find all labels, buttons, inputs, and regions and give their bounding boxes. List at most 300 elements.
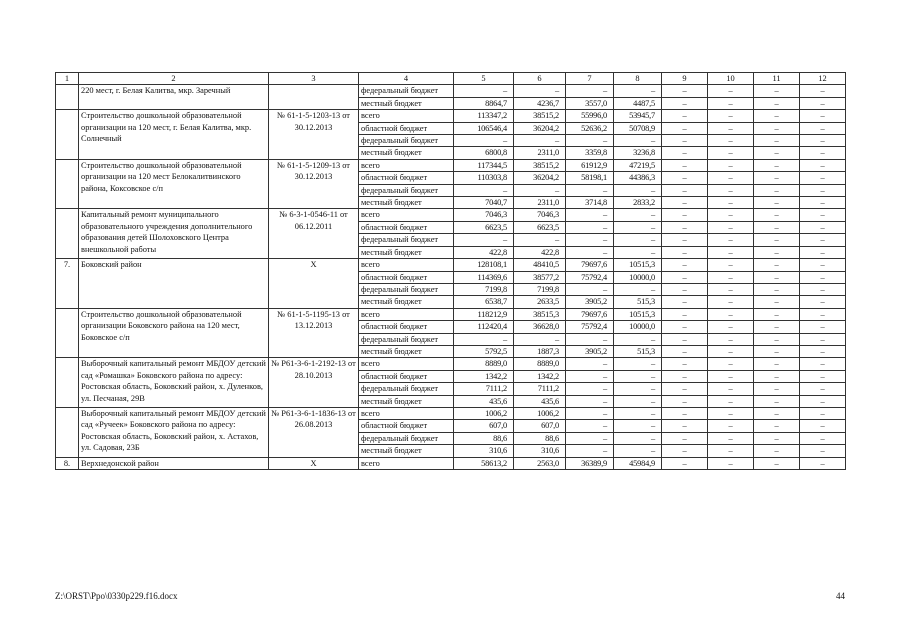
amount-cell: 106546,4 bbox=[454, 122, 514, 134]
amount-cell: 1887,3 bbox=[514, 345, 566, 357]
amount-cell: – bbox=[514, 184, 566, 196]
funding-source: областной бюджет bbox=[359, 122, 454, 134]
amount-cell: – bbox=[514, 234, 566, 246]
amount-cell: – bbox=[662, 321, 708, 333]
amount-cell: – bbox=[754, 271, 800, 283]
amount-cell: – bbox=[662, 420, 708, 432]
amount-cell: – bbox=[614, 445, 662, 457]
amount-cell: – bbox=[662, 457, 708, 469]
amount-cell: – bbox=[662, 209, 708, 221]
funding-source: местный бюджет bbox=[359, 296, 454, 308]
amount-cell: 55996,0 bbox=[566, 110, 614, 122]
amount-cell: – bbox=[800, 97, 846, 109]
amount-cell: – bbox=[662, 197, 708, 209]
amount-cell: – bbox=[514, 85, 566, 97]
amount-cell: 10515,3 bbox=[614, 308, 662, 320]
amount-cell: 58198,1 bbox=[566, 172, 614, 184]
amount-cell: – bbox=[800, 271, 846, 283]
amount-cell: – bbox=[662, 85, 708, 97]
amount-cell: – bbox=[614, 432, 662, 444]
object-name: Боковский район bbox=[79, 259, 269, 309]
amount-cell: – bbox=[800, 296, 846, 308]
amount-cell: – bbox=[754, 333, 800, 345]
amount-cell: – bbox=[708, 407, 754, 419]
amount-cell: – bbox=[454, 85, 514, 97]
amount-cell: 2563,0 bbox=[514, 457, 566, 469]
amount-cell: 36204,2 bbox=[514, 172, 566, 184]
funding-source: федеральный бюджет bbox=[359, 135, 454, 147]
amount-cell: 8864,7 bbox=[454, 97, 514, 109]
amount-cell: – bbox=[754, 296, 800, 308]
amount-cell: – bbox=[662, 333, 708, 345]
amount-cell: – bbox=[800, 234, 846, 246]
amount-cell: – bbox=[754, 407, 800, 419]
amount-cell: 6800,8 bbox=[454, 147, 514, 159]
amount-cell: – bbox=[708, 209, 754, 221]
amount-cell: – bbox=[754, 221, 800, 233]
document-reference bbox=[269, 85, 359, 110]
header-cell: 11 bbox=[754, 73, 800, 85]
row-number bbox=[56, 110, 79, 160]
amount-cell: 50708,9 bbox=[614, 122, 662, 134]
amount-cell: 6538,7 bbox=[454, 296, 514, 308]
amount-cell: – bbox=[708, 308, 754, 320]
header-cell: 1 bbox=[56, 73, 79, 85]
funding-source: всего bbox=[359, 159, 454, 171]
amount-cell: – bbox=[754, 234, 800, 246]
amount-cell: – bbox=[614, 358, 662, 370]
amount-cell: – bbox=[566, 383, 614, 395]
amount-cell: – bbox=[708, 197, 754, 209]
amount-cell: 45984,9 bbox=[614, 457, 662, 469]
amount-cell: 75792,4 bbox=[566, 321, 614, 333]
object-name: Строительство дошкольной образовательной организации на 120 мест Белокалитвинского района, Коксовское с/п bbox=[79, 159, 269, 209]
header-cell: 12 bbox=[800, 73, 846, 85]
amount-cell: 58613,2 bbox=[454, 457, 514, 469]
amount-cell: 118212,9 bbox=[454, 308, 514, 320]
amount-cell: 607,0 bbox=[454, 420, 514, 432]
amount-cell: 8889,0 bbox=[514, 358, 566, 370]
amount-cell: 7046,3 bbox=[454, 209, 514, 221]
row-number bbox=[56, 358, 79, 408]
amount-cell: – bbox=[754, 184, 800, 196]
amount-cell: – bbox=[708, 345, 754, 357]
amount-cell: – bbox=[708, 271, 754, 283]
amount-cell: 128108,1 bbox=[454, 259, 514, 271]
funding-source: областной бюджет bbox=[359, 420, 454, 432]
amount-cell: – bbox=[800, 197, 846, 209]
amount-cell: – bbox=[708, 172, 754, 184]
amount-cell: 36389,9 bbox=[566, 457, 614, 469]
amount-cell: – bbox=[800, 283, 846, 295]
amount-cell: – bbox=[708, 383, 754, 395]
table-row bbox=[56, 407, 846, 419]
document-reference: № 61-1-5-1195-13 от 13.12.2013 bbox=[269, 308, 359, 358]
funding-source: местный бюджет bbox=[359, 445, 454, 457]
amount-cell: – bbox=[708, 321, 754, 333]
amount-cell: – bbox=[800, 407, 846, 419]
amount-cell: 310,6 bbox=[454, 445, 514, 457]
amount-cell: – bbox=[662, 122, 708, 134]
amount-cell: 422,8 bbox=[454, 246, 514, 258]
header-cell: 8 bbox=[614, 73, 662, 85]
amount-cell: 3236,8 bbox=[614, 147, 662, 159]
row-number bbox=[56, 209, 79, 259]
amount-cell: – bbox=[708, 457, 754, 469]
amount-cell: 79697,6 bbox=[566, 308, 614, 320]
funding-source: всего bbox=[359, 457, 454, 469]
amount-cell: – bbox=[662, 259, 708, 271]
amount-cell: – bbox=[566, 184, 614, 196]
amount-cell: 6623,5 bbox=[454, 221, 514, 233]
funding-source: всего bbox=[359, 209, 454, 221]
amount-cell: – bbox=[662, 296, 708, 308]
amount-cell: – bbox=[662, 159, 708, 171]
row-number bbox=[56, 159, 79, 209]
amount-cell: – bbox=[614, 420, 662, 432]
amount-cell: 515,3 bbox=[614, 296, 662, 308]
amount-cell: – bbox=[754, 135, 800, 147]
amount-cell: 2833,2 bbox=[614, 197, 662, 209]
amount-cell: 10515,3 bbox=[614, 259, 662, 271]
amount-cell: – bbox=[514, 135, 566, 147]
amount-cell: 7111,2 bbox=[454, 383, 514, 395]
amount-cell: 7111,2 bbox=[514, 383, 566, 395]
amount-cell: – bbox=[800, 345, 846, 357]
amount-cell: – bbox=[662, 432, 708, 444]
header-cell: 7 bbox=[566, 73, 614, 85]
amount-cell: – bbox=[662, 110, 708, 122]
row-number: 7. bbox=[56, 259, 79, 309]
funding-source: федеральный бюджет bbox=[359, 333, 454, 345]
funding-source: местный бюджет bbox=[359, 197, 454, 209]
amount-cell: – bbox=[708, 122, 754, 134]
table-row bbox=[56, 308, 846, 320]
amount-cell: – bbox=[662, 246, 708, 258]
header-cell: 4 bbox=[359, 73, 454, 85]
amount-cell: 8889,0 bbox=[454, 358, 514, 370]
funding-source: всего bbox=[359, 110, 454, 122]
funding-source: всего bbox=[359, 407, 454, 419]
amount-cell: – bbox=[708, 147, 754, 159]
row-number bbox=[56, 407, 79, 457]
amount-cell: – bbox=[754, 420, 800, 432]
amount-cell: – bbox=[754, 308, 800, 320]
amount-cell: – bbox=[566, 85, 614, 97]
amount-cell: – bbox=[454, 234, 514, 246]
funding-source: федеральный бюджет bbox=[359, 383, 454, 395]
amount-cell: – bbox=[662, 358, 708, 370]
table-body bbox=[56, 73, 846, 470]
amount-cell: – bbox=[662, 395, 708, 407]
amount-cell: – bbox=[754, 432, 800, 444]
amount-cell: – bbox=[754, 110, 800, 122]
amount-cell: 52636,2 bbox=[566, 122, 614, 134]
header-row bbox=[56, 73, 846, 85]
amount-cell: 3557,0 bbox=[566, 97, 614, 109]
amount-cell: – bbox=[566, 246, 614, 258]
amount-cell: 2633,5 bbox=[514, 296, 566, 308]
amount-cell: – bbox=[614, 209, 662, 221]
amount-cell: – bbox=[800, 209, 846, 221]
amount-cell: – bbox=[566, 234, 614, 246]
amount-cell: 47219,5 bbox=[614, 159, 662, 171]
funding-source: местный бюджет bbox=[359, 345, 454, 357]
amount-cell: – bbox=[708, 296, 754, 308]
amount-cell: – bbox=[754, 172, 800, 184]
amount-cell: – bbox=[800, 172, 846, 184]
amount-cell: – bbox=[708, 395, 754, 407]
amount-cell: 4487,5 bbox=[614, 97, 662, 109]
funding-source: федеральный бюджет bbox=[359, 283, 454, 295]
amount-cell: – bbox=[566, 209, 614, 221]
amount-cell: – bbox=[566, 445, 614, 457]
amount-cell: – bbox=[800, 432, 846, 444]
funding-source: федеральный бюджет bbox=[359, 85, 454, 97]
funding-source: федеральный бюджет bbox=[359, 184, 454, 196]
amount-cell: 4236,7 bbox=[514, 97, 566, 109]
amount-cell: – bbox=[754, 147, 800, 159]
funding-source: федеральный бюджет bbox=[359, 234, 454, 246]
amount-cell: – bbox=[754, 445, 800, 457]
amount-cell: – bbox=[662, 135, 708, 147]
amount-cell: 1342,2 bbox=[454, 370, 514, 382]
amount-cell: 7199,8 bbox=[454, 283, 514, 295]
funding-source: местный бюджет bbox=[359, 246, 454, 258]
amount-cell: – bbox=[566, 395, 614, 407]
funding-source: всего bbox=[359, 308, 454, 320]
amount-cell: – bbox=[614, 85, 662, 97]
amount-cell: – bbox=[754, 159, 800, 171]
funding-source: местный бюджет bbox=[359, 395, 454, 407]
funding-source: местный бюджет bbox=[359, 97, 454, 109]
amount-cell: – bbox=[662, 97, 708, 109]
amount-cell: – bbox=[662, 283, 708, 295]
funding-source: всего bbox=[359, 259, 454, 271]
amount-cell: 515,3 bbox=[614, 345, 662, 357]
amount-cell: – bbox=[614, 333, 662, 345]
header-cell: 9 bbox=[662, 73, 708, 85]
footer-page-number: 44 bbox=[836, 591, 845, 601]
amount-cell: – bbox=[754, 259, 800, 271]
amount-cell: – bbox=[454, 333, 514, 345]
amount-cell: – bbox=[708, 234, 754, 246]
document-reference: № 6-3-1-0546-11 от 06.12.2011 bbox=[269, 209, 359, 259]
amount-cell: – bbox=[614, 283, 662, 295]
amount-cell: 3905,2 bbox=[566, 296, 614, 308]
amount-cell: – bbox=[454, 184, 514, 196]
document-reference: № Р61-3-6-1-1836-13 от 26.08.2013 bbox=[269, 407, 359, 457]
amount-cell: 112420,4 bbox=[454, 321, 514, 333]
amount-cell: – bbox=[708, 370, 754, 382]
amount-cell: – bbox=[566, 370, 614, 382]
amount-cell: – bbox=[662, 445, 708, 457]
amount-cell: 79697,6 bbox=[566, 259, 614, 271]
funding-source: областной бюджет bbox=[359, 370, 454, 382]
amount-cell: 6623,5 bbox=[514, 221, 566, 233]
amount-cell: – bbox=[800, 370, 846, 382]
amount-cell: – bbox=[708, 333, 754, 345]
table-row bbox=[56, 259, 846, 271]
amount-cell: – bbox=[754, 383, 800, 395]
amount-cell: – bbox=[614, 370, 662, 382]
funding-source: областной бюджет bbox=[359, 271, 454, 283]
amount-cell: – bbox=[662, 221, 708, 233]
amount-cell: – bbox=[566, 135, 614, 147]
footer-file-path: Z:\ORST\Ppo\0330p229.f16.docx bbox=[55, 591, 178, 601]
amount-cell: – bbox=[800, 110, 846, 122]
amount-cell: 10000,0 bbox=[614, 321, 662, 333]
amount-cell: – bbox=[662, 383, 708, 395]
amount-cell: – bbox=[754, 209, 800, 221]
object-name: Капитальный ремонт муниципального образовательного учреждения дополнительного образования детей Шолоховского Центра внешкольной работы bbox=[79, 209, 269, 259]
amount-cell: – bbox=[708, 246, 754, 258]
budget-table bbox=[55, 72, 846, 470]
amount-cell: 38515,3 bbox=[514, 308, 566, 320]
amount-cell: – bbox=[800, 457, 846, 469]
funding-source: областной бюджет bbox=[359, 321, 454, 333]
amount-cell: – bbox=[662, 147, 708, 159]
amount-cell: 38515,2 bbox=[514, 159, 566, 171]
amount-cell: – bbox=[800, 358, 846, 370]
amount-cell: – bbox=[566, 407, 614, 419]
document-reference: № Р61-3-6-1-2192-13 от 28.10.2013 bbox=[269, 358, 359, 408]
amount-cell: – bbox=[662, 184, 708, 196]
amount-cell: – bbox=[754, 345, 800, 357]
funding-source: областной бюджет bbox=[359, 172, 454, 184]
amount-cell: – bbox=[662, 370, 708, 382]
header-cell: 6 bbox=[514, 73, 566, 85]
amount-cell: – bbox=[708, 97, 754, 109]
amount-cell: – bbox=[614, 407, 662, 419]
amount-cell: 3359,8 bbox=[566, 147, 614, 159]
amount-cell: – bbox=[708, 445, 754, 457]
amount-cell: – bbox=[614, 383, 662, 395]
amount-cell: – bbox=[614, 234, 662, 246]
header-cell: 3 bbox=[269, 73, 359, 85]
amount-cell: – bbox=[614, 221, 662, 233]
table-row bbox=[56, 85, 846, 97]
table-row bbox=[56, 457, 846, 469]
amount-cell: 110303,8 bbox=[454, 172, 514, 184]
amount-cell: – bbox=[754, 370, 800, 382]
amount-cell: – bbox=[566, 420, 614, 432]
amount-cell: – bbox=[708, 432, 754, 444]
amount-cell: 310,6 bbox=[514, 445, 566, 457]
funding-source: областной бюджет bbox=[359, 221, 454, 233]
funding-source: местный бюджет bbox=[359, 147, 454, 159]
amount-cell: – bbox=[754, 246, 800, 258]
amount-cell: – bbox=[800, 246, 846, 258]
amount-cell: 61912,9 bbox=[566, 159, 614, 171]
amount-cell: – bbox=[754, 358, 800, 370]
amount-cell: – bbox=[754, 457, 800, 469]
amount-cell: 3714,8 bbox=[566, 197, 614, 209]
amount-cell: 36204,2 bbox=[514, 122, 566, 134]
amount-cell: – bbox=[800, 147, 846, 159]
amount-cell: – bbox=[708, 135, 754, 147]
amount-cell: – bbox=[800, 383, 846, 395]
amount-cell: 2311,0 bbox=[514, 197, 566, 209]
amount-cell: – bbox=[708, 358, 754, 370]
amount-cell: – bbox=[614, 395, 662, 407]
amount-cell: 44386,3 bbox=[614, 172, 662, 184]
amount-cell: – bbox=[708, 159, 754, 171]
amount-cell: – bbox=[800, 135, 846, 147]
funding-source: всего bbox=[359, 358, 454, 370]
document-reference: № 61-1-5-1209-13 от 30.12.2013 bbox=[269, 159, 359, 209]
amount-cell: 36628,0 bbox=[514, 321, 566, 333]
amount-cell: 422,8 bbox=[514, 246, 566, 258]
amount-cell: – bbox=[754, 85, 800, 97]
amount-cell: 435,6 bbox=[454, 395, 514, 407]
amount-cell: 607,0 bbox=[514, 420, 566, 432]
amount-cell: – bbox=[754, 283, 800, 295]
object-name: Строительство дошкольной образовательной организации Боковского района на 120 мест, Боковское с/п bbox=[79, 308, 269, 358]
amount-cell: – bbox=[614, 184, 662, 196]
amount-cell: 7046,3 bbox=[514, 209, 566, 221]
header-cell: 5 bbox=[454, 73, 514, 85]
amount-cell: – bbox=[800, 308, 846, 320]
amount-cell: 1342,2 bbox=[514, 370, 566, 382]
document-reference: Х bbox=[269, 259, 359, 309]
amount-cell: 2311,0 bbox=[514, 147, 566, 159]
amount-cell: – bbox=[800, 259, 846, 271]
amount-cell: – bbox=[754, 395, 800, 407]
amount-cell: – bbox=[662, 172, 708, 184]
amount-cell: – bbox=[662, 407, 708, 419]
amount-cell: – bbox=[566, 221, 614, 233]
table-row bbox=[56, 110, 846, 122]
amount-cell: – bbox=[800, 321, 846, 333]
amount-cell: – bbox=[662, 234, 708, 246]
amount-cell: 1006,2 bbox=[514, 407, 566, 419]
amount-cell: – bbox=[454, 135, 514, 147]
amount-cell: – bbox=[662, 308, 708, 320]
amount-cell: 114369,6 bbox=[454, 271, 514, 283]
amount-cell: – bbox=[800, 85, 846, 97]
amount-cell: – bbox=[754, 122, 800, 134]
amount-cell: 53945,7 bbox=[614, 110, 662, 122]
object-name: 220 мест, г. Белая Калитва, мкр. Заречный bbox=[79, 85, 269, 110]
amount-cell: – bbox=[708, 184, 754, 196]
header-cell: 2 bbox=[79, 73, 269, 85]
amount-cell: – bbox=[614, 246, 662, 258]
document-reference: № 61-1-5-1203-13 от 30.12.2013 bbox=[269, 110, 359, 160]
amount-cell: – bbox=[566, 358, 614, 370]
header-cell: 10 bbox=[708, 73, 754, 85]
object-name: Строительство дошкольной образовательной организации на 120 мест, г. Белая Калитва, мкр. Солнечный bbox=[79, 110, 269, 160]
amount-cell: – bbox=[708, 110, 754, 122]
table-row bbox=[56, 209, 846, 221]
table-row bbox=[56, 159, 846, 171]
amount-cell: 7199,8 bbox=[514, 283, 566, 295]
amount-cell: – bbox=[708, 85, 754, 97]
amount-cell: 75792,4 bbox=[566, 271, 614, 283]
amount-cell: 88,6 bbox=[454, 432, 514, 444]
amount-cell: – bbox=[754, 197, 800, 209]
object-name: Выборочный капитальный ремонт МБДОУ детский сад «Ромашка» Боковского района по адресу: Ростовская область, Боковский район, х. Дуленков, ул. Песчаная, 29В bbox=[79, 358, 269, 408]
funding-source: федеральный бюджет bbox=[359, 432, 454, 444]
amount-cell: 113347,2 bbox=[454, 110, 514, 122]
amount-cell: 1006,2 bbox=[454, 407, 514, 419]
document-reference: Х bbox=[269, 457, 359, 469]
amount-cell: – bbox=[662, 271, 708, 283]
amount-cell: 3905,2 bbox=[566, 345, 614, 357]
amount-cell: – bbox=[800, 333, 846, 345]
amount-cell: – bbox=[800, 122, 846, 134]
object-name: Верхнедонской район bbox=[79, 457, 269, 469]
